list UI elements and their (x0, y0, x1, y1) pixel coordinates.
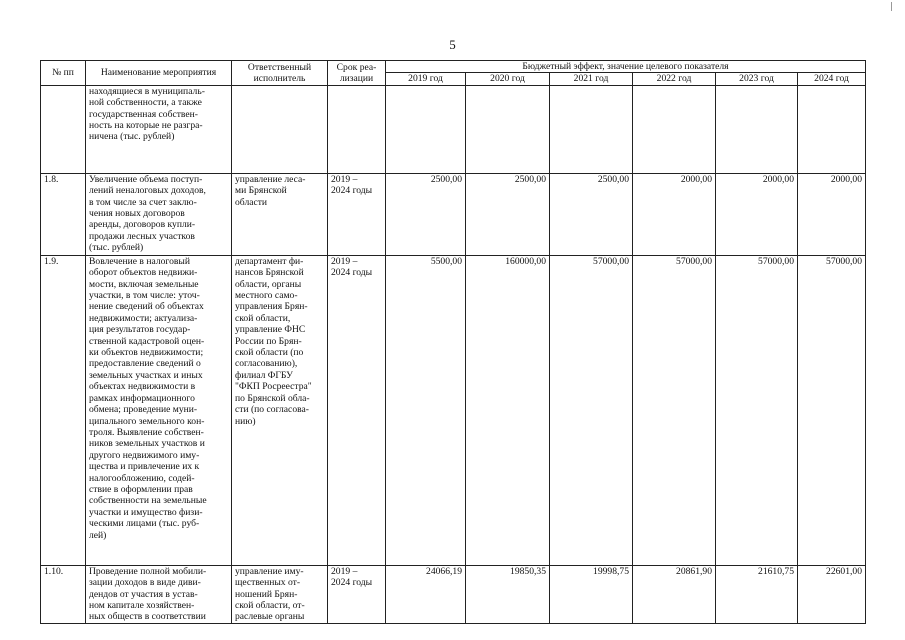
row-responsible: управление иму- щественных от- ношений Брян- ской области, от- раслевые органы (232, 565, 328, 623)
row-value-2020: 2500,00 (466, 173, 550, 255)
row-value (633, 85, 716, 173)
row-responsible (232, 85, 328, 173)
row-value-2021: 57000,00 (550, 255, 633, 565)
row-value-2022: 20861,90 (633, 565, 716, 623)
row-responsible: управление леса- ми Брянской области (232, 173, 328, 255)
header-responsible: Ответственный исполнитель (232, 61, 328, 86)
row-value-2023: 57000,00 (716, 255, 798, 565)
row-value-2022: 2000,00 (633, 173, 716, 255)
row-value (716, 85, 798, 173)
row-name: находящиеся в муниципаль- ной собственности, а также государственная собствен- ность на которые не разгра- ничена (тыс. рублей) (86, 85, 232, 173)
row-value-2019: 24066,19 (386, 565, 466, 623)
table-row-continuation (41, 85, 866, 173)
row-value-2021: 19998,75 (550, 565, 633, 623)
row-value-2020: 19850,35 (466, 565, 550, 623)
header-year: 2024 год (798, 73, 866, 85)
row-value-2023: 2000,00 (716, 173, 798, 255)
header-term: Срок реа-лизации (328, 61, 386, 86)
row-term (328, 85, 386, 173)
row-value-2024: 2000,00 (798, 173, 866, 255)
row-name: Увеличение объема поступ- лений неналоговых доходов, в том числе за счет заклю- чения новых договоров аренды, договоров купли- продажи лесных участков (тыс. рублей) (86, 173, 232, 255)
header-year: 2023 год (716, 73, 798, 85)
row-value-2024: 22601,00 (798, 565, 866, 623)
scan-edge-mark (891, 2, 892, 11)
row-value-2020: 160000,00 (466, 255, 550, 565)
row-value-2021: 2500,00 (550, 173, 633, 255)
header-year: 2020 год (466, 73, 550, 85)
header-year: 2019 год (386, 73, 466, 85)
row-responsible: департамент фи- нансов Брянской области, органы местного само- управления Брян- ской области, управление ФНС России по Брян- ской области (по согласованию), филиал ФГБУ "ФКП Росреестра" по Брянской обла- сти (по согласова- нию) (232, 255, 328, 565)
row-num: 1.9. (41, 255, 86, 565)
page-number: 5 (449, 37, 456, 52)
row-value-2019: 5500,00 (386, 255, 466, 565)
row-value-2024: 57000,00 (798, 255, 866, 565)
header-budget-effect: Бюджетный эффект, значение целевого показателя (386, 61, 866, 73)
row-num: 1.8. (41, 173, 86, 255)
row-num: 1.10. (41, 565, 86, 623)
header-row-1 (41, 61, 866, 73)
row-term: 2019 – 2024 годы (328, 255, 386, 565)
header-name: Наименование мероприятия (86, 61, 232, 86)
row-value-2023: 21610,75 (716, 565, 798, 623)
row-term: 2019 – 2024 годы (328, 565, 386, 623)
row-value (550, 85, 633, 173)
row-value (798, 85, 866, 173)
header-year: 2021 год (550, 73, 633, 85)
row-term: 2019 – 2024 годы (328, 173, 386, 255)
row-value (386, 85, 466, 173)
row-value (466, 85, 550, 173)
budget-effect-table (40, 60, 866, 624)
row-num (41, 85, 86, 173)
row-name: Вовлечение в налоговый оборот объектов недвижи- мости, включая земельные участки, в том числе: уточ- нение сведений об объектах недвижимости; актуализа- ция результатов государ- ственной кадастровой оцен- ки объектов недвижимости; предоставление сведений о земельных участках и иных объектах недвижимости в рамках информационного обмена; проведение муни- ципального земельного кон- троля. Выявление собствен- ников земельных участков и другого недвижимого иму- щества и привлечение их к налогообложению, содей- ствие в оформлении прав собственности на земельные участки и имущество физи- ческими лицами (тыс. руб- лей) (86, 255, 232, 565)
header-year: 2022 год (633, 73, 716, 85)
header-num: № пп (41, 61, 86, 86)
row-value-2022: 57000,00 (633, 255, 716, 565)
table-row (41, 173, 866, 255)
table-row (41, 255, 866, 565)
table-row (41, 565, 866, 623)
row-value-2019: 2500,00 (386, 173, 466, 255)
row-name: Проведение полной мобили- зации доходов в виде диви- дендов от участия в устав- ном капитале хозяйствен- ных обществ в соответствии (86, 565, 232, 623)
